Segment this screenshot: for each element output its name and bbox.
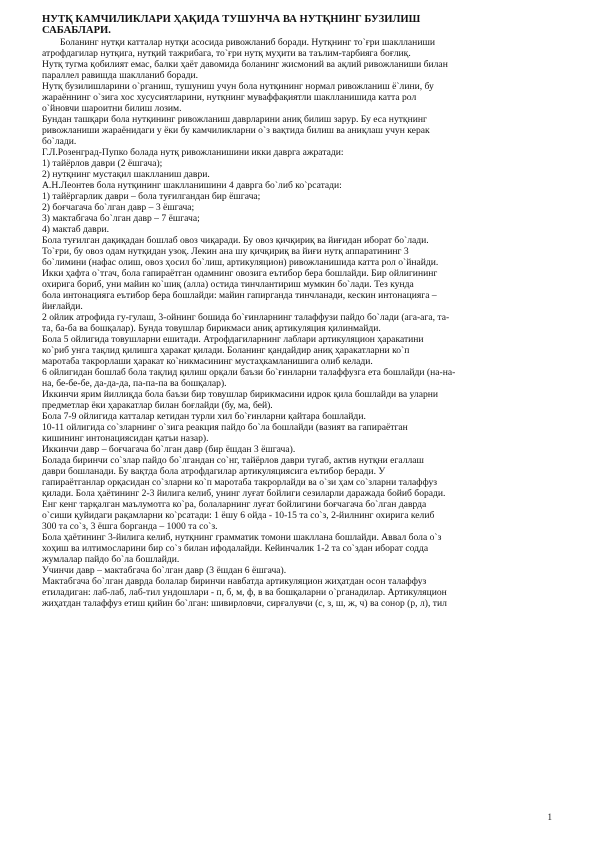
text-line: хоҳиш ва илтимосларини бир со`з билан ифодалайди. Кейинчалик 1-2 та со`здан иборат содда: [42, 543, 429, 554]
text-line: 3) мактабгача бо`лган давр – 7 ёшгача;: [42, 213, 200, 224]
text-line: 10-11 ойлигида со`зларнинг о`зига реакция пайдо бо`ла бошлайди (вазият ва гапираётган: [42, 422, 408, 433]
text-line: Енг кенг тарқалган маълумотга ко`ра, болаларнинг луғат бойлигини боғчагача бо`лган даврда: [42, 499, 427, 510]
text-line: 2) нутқнинг мустақил шаклланиш даври.: [42, 169, 210, 180]
text-line: Икки ҳафта о`тгач, бола гапираётган одамнинг овозига еътибор бера бошлайди. Бир ойлигининг: [42, 268, 438, 279]
text-line: 2 ойлик атрофида гу-гулаш, 3-ойнинг бошида бо`ғинларнинг талаффузи пайдо бо`лади (ага-ага, та-: [42, 312, 450, 323]
text-line: Иккинчи давр – боғчагача бо`лган давр (бир ёшдан 3 ёшгача).: [42, 444, 296, 455]
text-line: Нутқ бузилишларини о`рганиш, тушуниш учун бола нутқининг нормал ривожланиш ё`лини, бу: [42, 81, 434, 92]
text-line: о`сиши қуйидаги рақамларни ко`рсатади: 1 ёшу 6 ойда - 10-15 та со`з, 2-йилнинг охирига келиб: [42, 510, 435, 521]
text-line: То`ғри, бу овоз одам нутқидан узоқ. Лекин ана шу қичқириқ ва йиғи нутқ аппаратининг 3: [42, 246, 409, 257]
text-line: Болада биринчи со`злар пайдо бо`лгандан со`нг, тайёрлов даври тугаб, актив нутқни егаллаш: [42, 455, 424, 466]
text-line: кишининг интонациясидан қатъи назар).: [42, 433, 209, 444]
text-line: гапираётганлар орқасидан со`зларни ко`п маротаба такрорлайди ва о`зи ҳам со`зларни талаффуз: [42, 477, 438, 488]
text-line: атрофдагилар нутқига, нутқий тажрибага, то`ғри нутқ муҳити ва таълим-тарбияга боғлиқ.: [42, 48, 411, 59]
text-line: бола интонацияга еътибор бера бошлайди: майин гапирганда тинчланади, кескин интонацияга –: [42, 290, 437, 301]
text-line: 300 та со`з, 3 ёшга борганда – 1000 та со`з.: [42, 521, 218, 532]
text-line: Боланинг нутқи катталар нутқи асосида ривожланиб боради. Нутқнинг то`ғри шаклланиши: [60, 37, 435, 48]
text-line: та, ба-ба ва бошқалар). Бунда товушлар бирикмаси аниқ артикуляция қилинмайди.: [42, 323, 381, 334]
text-line: ко`риб унга тақлид қилишга ҳаракат қилади. Боланинг қандайдир аниқ ҳаракатларни ко`п: [42, 345, 410, 356]
title-line: САБАБЛАРИ.: [42, 25, 111, 36]
text-line: ривожланиши жараёнидаги у ёки бу камчиликларни о`з вақтида билиш ва аниқлаш учун керак: [42, 125, 430, 136]
text-line: предметлар ёки ҳаракатлар билан боғлайди (бу, ма, бей).: [42, 400, 273, 411]
text-line: Бола 7-9 ойлигида катталар кетидан турли хил бо`ғинларни қайтара бошлайди.: [42, 411, 366, 422]
title-line: НУТҚ КАМЧИЛИКЛАРИ ҲАҚИДА ТУШУНЧА ВА НУТҚНИНГ БУЗИЛИШ: [42, 14, 421, 25]
text-line: маротаба такрорлаши ҳаракат ко`никмасининг мустаҳкамланишига олиб келади.: [42, 356, 373, 367]
document-page: [42, 14, 556, 609]
text-line: 4) мактаб даври.: [42, 224, 110, 235]
text-line: Бундан ташқари бола нутқининг ривожланиш даврларини аниқ билиш зарур. Бу еса нутқнинг: [42, 114, 427, 125]
text-line: о`йновчи шароитни билиш лозим.: [42, 103, 182, 114]
text-line: 1) тайёргарлик даври – бола туғилгандан бир ёшгача;: [42, 191, 261, 202]
text-line: параллел равишда шаклланиб боради.: [42, 70, 199, 81]
text-line: жиҳатдан талаффуз етиш қийин бо`лган: шивирловчи, сирғалувчи (с, з, ш, ж, ч) ва сонор (р, л), тил: [42, 598, 447, 609]
text-line: Иккинчи ярим йиллиқда бола баъзи бир товушлар бирикмасини идрок қила бошлайди ва уларни: [42, 389, 439, 400]
text-line: жумлалар пайдо бо`ла бошлайди.: [42, 554, 180, 565]
text-line: Мактабгача бо`лган даврда болалар биринчи навбатда артикуляцион жиҳатдан осон талаффуз: [42, 576, 427, 587]
text-line: 1) тайёрлов даври (2 ёшгача);: [42, 158, 163, 169]
document-title: [42, 14, 556, 36]
text-line: бо`лимини (нафас олиш, овоз ҳосил бо`лиш, артикуляцион) ривожланишида катта рол о`йнайди.: [42, 257, 439, 268]
text-line: Учинчи давр – мактабгача бо`лган давр (3 ёшдан 6 ёшгача).: [42, 565, 287, 576]
text-line: даври бошланади. Бу вақтда бола атрофдагилар артикуляциясига еътибор беради. У: [42, 466, 386, 477]
text-line: охирига бориб, уни майин ко`шиқ (алла) остида тинчлантириш мумкин бо`лади. Тез кунда: [42, 279, 414, 290]
text-line: Бола туғилган дақиқадан бошлаб овоз чиқаради. Бу овоз қичқириқ ва йиғидан иборат бо`лади.: [42, 235, 429, 246]
text-line: Г.Л.Розенград-Пупко болада нутқ ривожланишини икки даврга ажратади:: [42, 147, 344, 158]
text-line: Бола ҳаётининг 3-йилига келиб, нутқнинг грамматик томони шакллана бошлайди. Аввал бола о`з: [42, 532, 442, 543]
text-line: 2) боғчагача бо`лган давр – 3 ёшгача;: [42, 202, 195, 213]
text-line: Нутқ тугма қобилият емас, балки ҳаёт давомида боланинг жисмоний ва ақлий ривожланиши билан: [42, 59, 448, 70]
text-line: на, бе-бе-бе, да-да-да, па-па-па ва бошқалар).: [42, 378, 227, 389]
document-body: [42, 37, 556, 609]
text-line: етиладиган: лаб-лаб, лаб-тил ундошлари - п, б, м, ф, в ва бошқаларни о`рганадилар. Артикуляцион: [42, 587, 447, 598]
text-line: бо`лади.: [42, 136, 77, 147]
text-line: 6 ойлигидан бошлаб бола тақлид қилиш орқали баъзи бо`ғинларни талаффузга ета бошлайди (на-на-: [42, 367, 456, 378]
text-line: қилади. Бола ҳаётининг 2-3 йилига келиб, унинг луғат бойлиги сезиларли даражада бойиб боради.: [42, 488, 446, 499]
text-line: жараённинг о`зига хос хусусиятларини, нутқнинг муваффақиятли шаклланишида катта рол: [42, 92, 417, 103]
text-line: А.Н.Леонтев бола нутқининг шаклланишини 4 даврга бо`либ ко`рсатади:: [42, 180, 342, 191]
page-number: 1: [547, 812, 552, 822]
text-line: Бола 5 ойлигида товушларни ешитади. Атрофдагиларнинг лаблари артикуляцион ҳаракатини: [42, 334, 424, 345]
text-line: йиғлайди.: [42, 301, 83, 312]
